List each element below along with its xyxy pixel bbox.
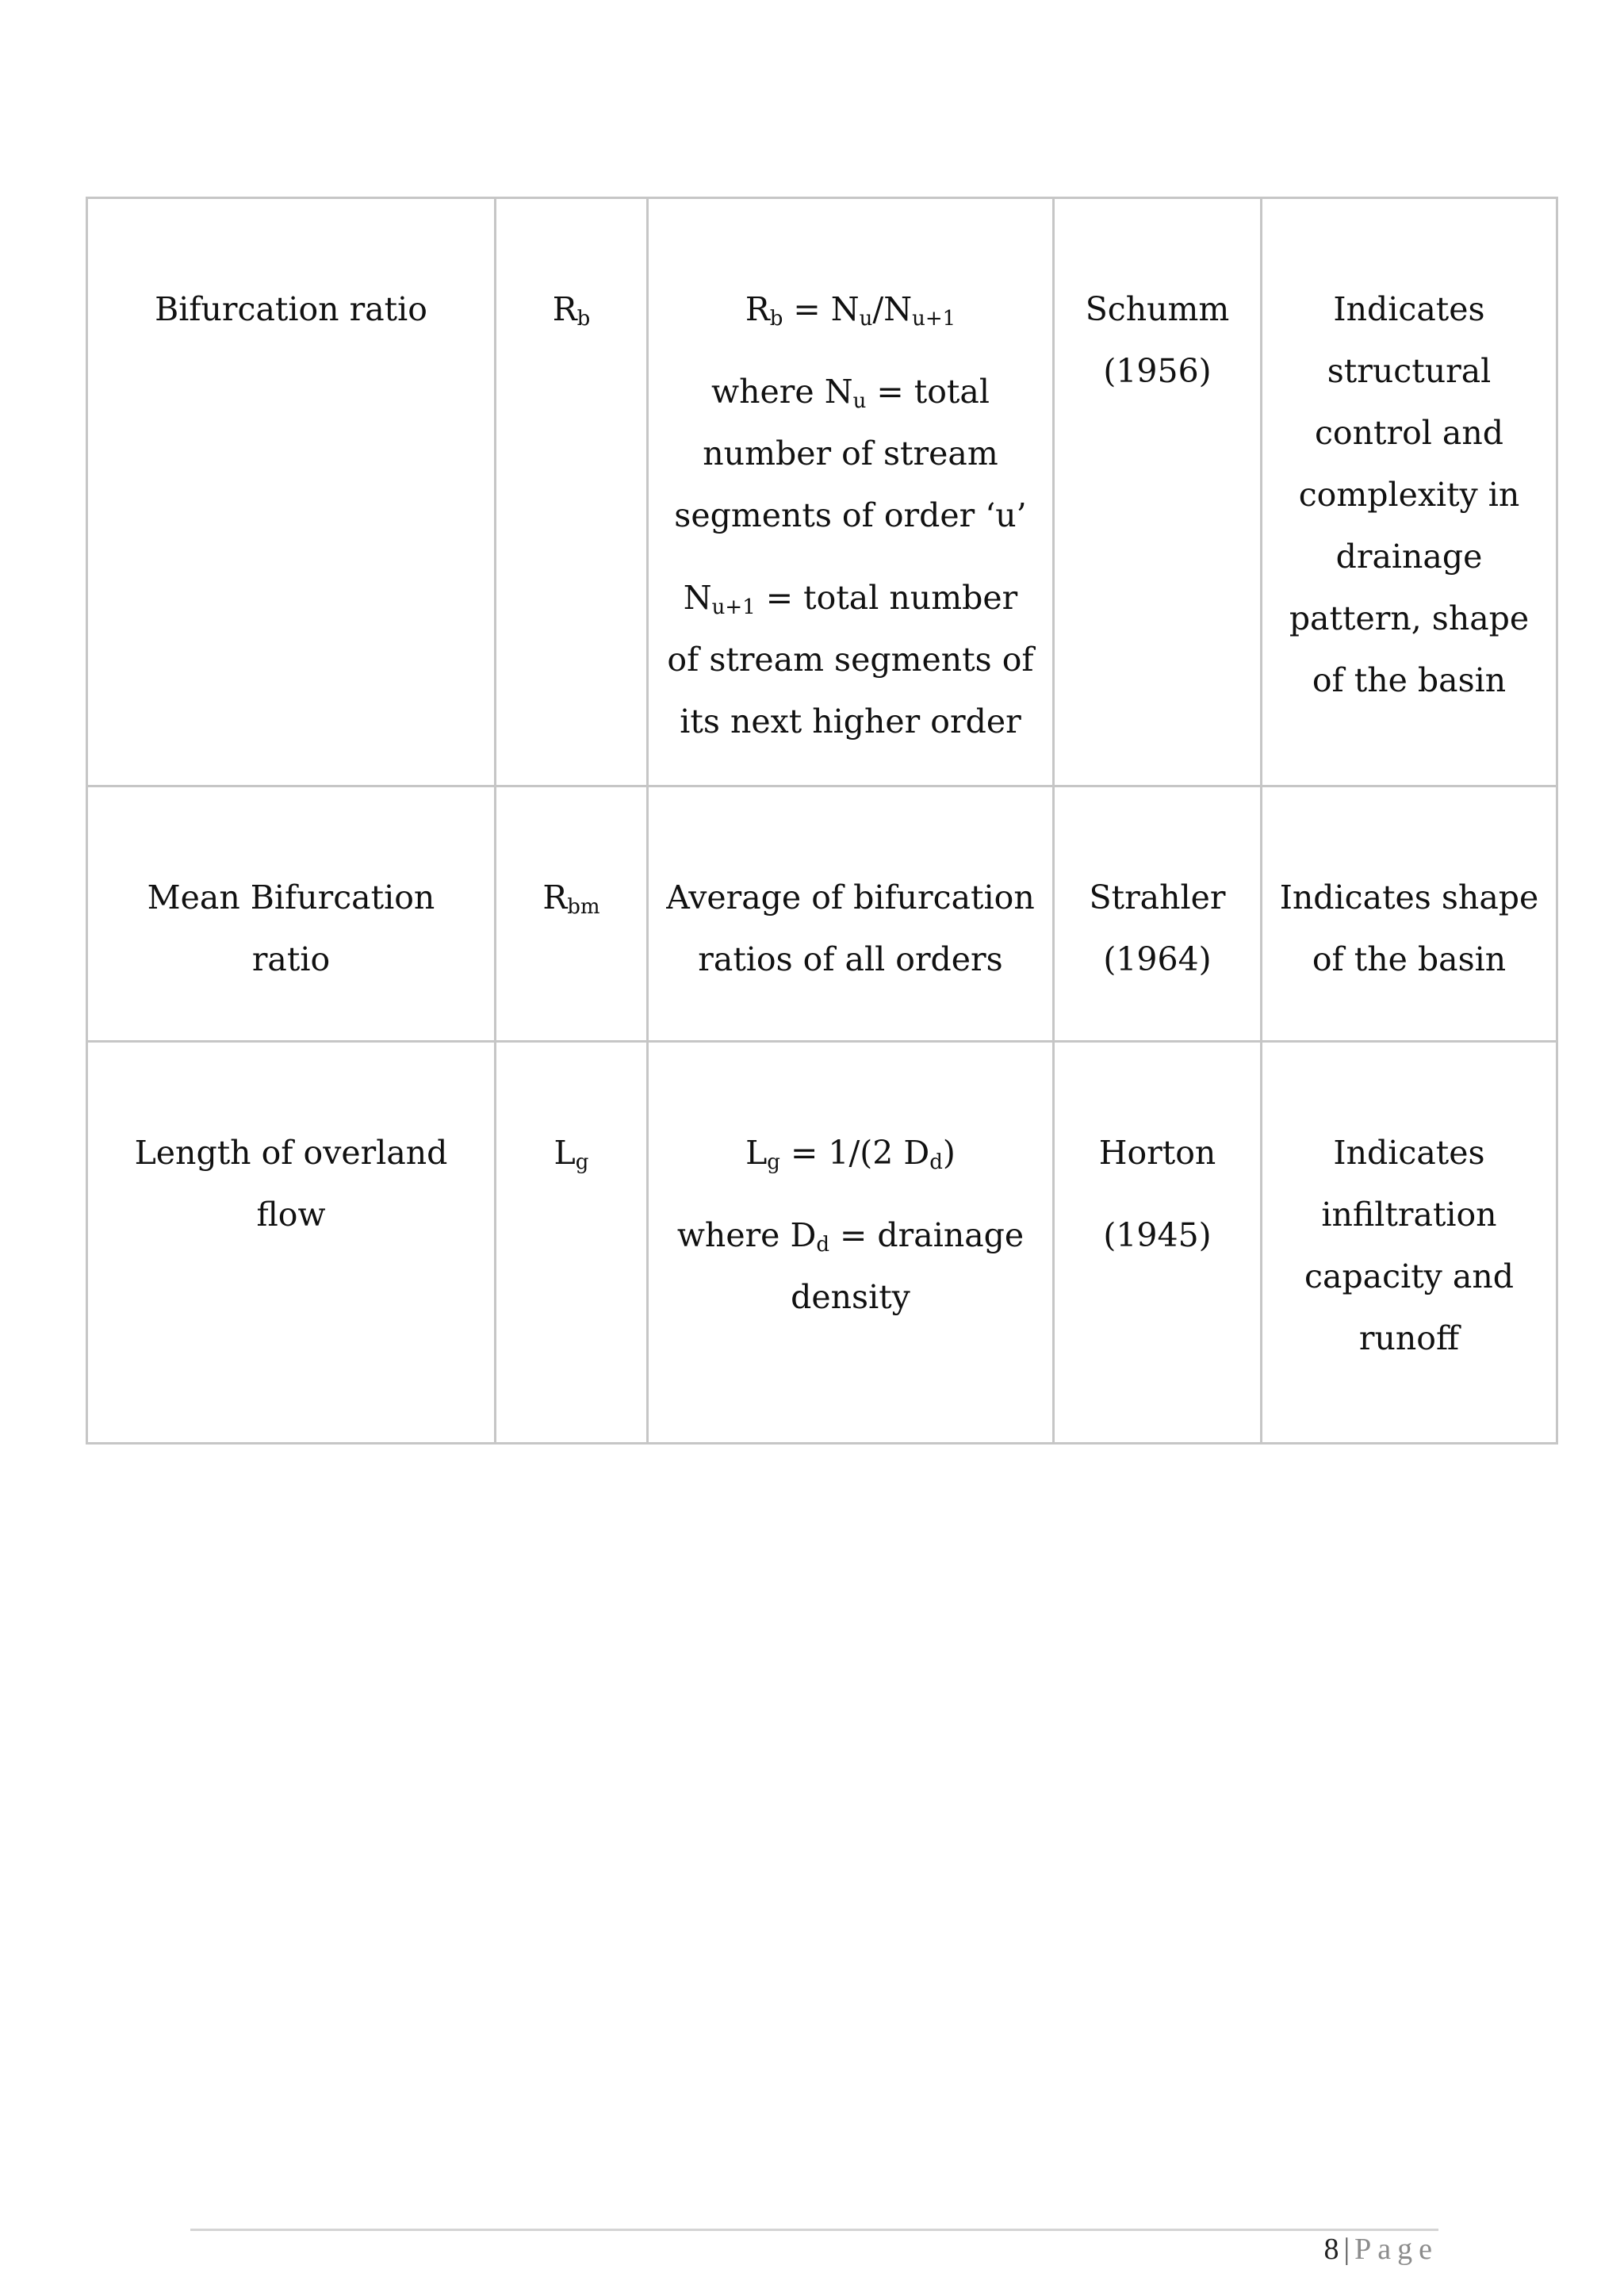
equation-d-subscript: d	[929, 1150, 943, 1174]
significance-text: Indicates structural control and complexity in drainage pattern, shape of the basin	[1289, 290, 1530, 699]
table-row-mean-bifurcation-ratio	[87, 786, 1557, 1042]
morphometric-parameters-table	[86, 197, 1558, 1445]
symbol-subscript: bm	[567, 895, 600, 919]
parameter-name: Length of overland flow	[134, 1134, 448, 1234]
note-text: N	[683, 579, 712, 617]
note-text: = total number of stream segments of its next higher order	[667, 579, 1034, 740]
formula-text: Average of bifurcation ratios of all orders	[666, 878, 1035, 978]
reference-cell	[1054, 786, 1262, 1042]
symbol-cell	[496, 1042, 648, 1444]
note-text: = total number of stream segments of order ‘u’	[674, 373, 1027, 534]
formula-cell	[648, 1042, 1054, 1444]
formula-cell	[648, 786, 1054, 1042]
note-subscript: u+1	[711, 595, 756, 619]
page-number: 8	[1323, 2233, 1339, 2266]
reference-author: Horton	[1098, 1134, 1216, 1172]
parameter-cell	[87, 786, 496, 1042]
equation-middle: = 1/(2 D	[779, 1134, 930, 1172]
equation-lhs-subscript: b	[769, 307, 783, 331]
reference-year: (1945)	[1103, 1216, 1212, 1254]
symbol-base: L	[553, 1134, 576, 1172]
parameter-name: Bifurcation ratio	[155, 290, 427, 328]
equation-denominator: N	[883, 290, 913, 328]
note-text: where D	[676, 1216, 817, 1254]
equation-numerator-subscript: u	[859, 307, 873, 331]
footer-divider	[190, 2229, 1438, 2231]
equation-denominator-subscript: u+1	[912, 307, 956, 331]
symbol-base: R	[552, 290, 577, 328]
note-subscript: d	[816, 1233, 829, 1257]
equation-lhs: R	[745, 290, 770, 328]
symbol-cell	[496, 198, 648, 786]
table-row-length-of-overland-flow	[87, 1042, 1557, 1444]
parameter-cell	[87, 198, 496, 786]
significance-cell	[1262, 1042, 1557, 1444]
symbol-subscript: b	[576, 307, 591, 331]
significance-cell	[1262, 198, 1557, 786]
page-label: Page	[1354, 2233, 1438, 2266]
reference-text: Strahler (1964)	[1089, 878, 1226, 978]
formula-equation: $R_b = N_u/N_{u+1}$	[745, 290, 956, 331]
parameters-table-container	[86, 197, 1556, 1445]
equation-lhs-subscript: g	[767, 1150, 780, 1174]
formula-note-dd	[665, 1204, 1036, 1328]
page-footer	[1324, 2229, 1438, 2269]
equation-close: )	[942, 1134, 956, 1172]
parameter-name: Mean Bifurcation ratio	[147, 878, 435, 978]
significance-text: Indicates shape of the basin	[1279, 878, 1539, 978]
symbol-base: R	[542, 878, 568, 916]
reference-cell	[1054, 1042, 1262, 1444]
formula-note-nu1	[665, 567, 1036, 752]
note-text: where N	[711, 373, 853, 411]
note-subscript: u	[852, 389, 867, 413]
equation-lhs: L	[745, 1134, 768, 1172]
footer-separator: |	[1343, 2233, 1350, 2266]
formula-equation	[665, 1122, 1036, 1184]
reference-cell	[1054, 198, 1262, 786]
reference-text: Schumm (1956)	[1085, 290, 1230, 390]
significance-cell	[1262, 786, 1557, 1042]
note-text: = drainage density	[791, 1216, 1025, 1316]
formula-cell	[648, 198, 1054, 786]
equation-numerator: N	[830, 290, 860, 328]
symbol-cell	[496, 786, 648, 1042]
table-row-bifurcation-ratio	[87, 198, 1557, 786]
symbol-subscript: g	[575, 1150, 589, 1174]
parameter-cell	[87, 1042, 496, 1444]
significance-text: Indicates infiltration capacity and runoff	[1304, 1134, 1514, 1357]
formula-note-nu	[665, 361, 1036, 546]
